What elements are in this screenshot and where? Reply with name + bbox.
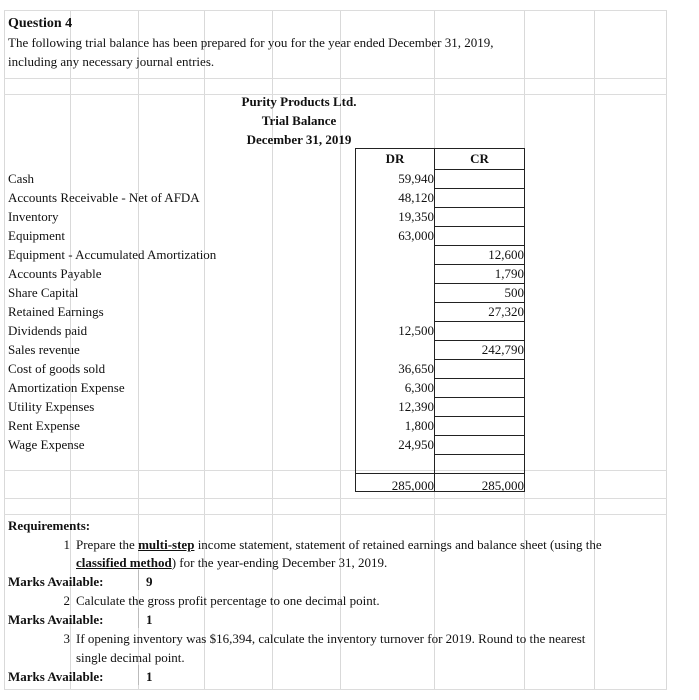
requirement-3-line2: single decimal point. (76, 650, 185, 665)
account-name: Retained Earnings (8, 304, 104, 319)
cr-cell-border (434, 188, 525, 189)
account-name: Dividends paid (8, 323, 88, 338)
question-intro-line1: The following trial balance has been prepared for you for the year ended December 31, 2019, (8, 35, 494, 50)
grid-line (4, 78, 667, 79)
dr-value: 12,500 (398, 323, 434, 338)
marks-value: 9 (146, 574, 153, 589)
requirement-3-line1: If opening inventory was $16,394, calculate the inventory turnover for 2019. Round to the nearest (76, 631, 586, 646)
account-name: Accounts Receivable - Net of AFDA (8, 190, 200, 205)
total-dr: 285,000 (391, 478, 434, 493)
cr-cell-border (434, 397, 525, 398)
grid-line (4, 689, 667, 690)
cr-cell-border (434, 359, 525, 360)
company-name: Purity Products Ltd. (241, 94, 357, 109)
cr-cell-border (434, 321, 525, 322)
cr-cell-border (434, 435, 525, 436)
question-intro-line2: including any necessary journal entries. (8, 54, 215, 69)
account-name: Accounts Payable (8, 266, 102, 281)
requirement-number: 1 (63, 537, 70, 552)
marks-value: 1 (146, 612, 153, 627)
account-name: Cash (8, 171, 34, 186)
marks-value: 1 (146, 669, 153, 684)
dr-value: 59,940 (398, 171, 434, 186)
dr-value: 12,390 (398, 399, 434, 414)
dr-value: 6,300 (404, 380, 434, 395)
cr-cell-border (434, 169, 525, 170)
requirement-2-text: Calculate the gross profit percentage to one decimal point. (76, 593, 380, 608)
grid-line (4, 470, 667, 471)
account-name: Sales revenue (8, 342, 80, 357)
cr-cell-border (434, 416, 525, 417)
cr-column-header: CR (470, 151, 489, 166)
cr-value: 500 (504, 285, 524, 300)
cr-value: 27,320 (488, 304, 524, 319)
account-name: Equipment (8, 228, 66, 243)
account-name: Cost of goods sold (8, 361, 106, 376)
grid-line (594, 10, 595, 690)
grid-line (4, 10, 667, 11)
cr-cell-border (434, 454, 525, 455)
requirement-number: 2 (63, 593, 70, 608)
grid-line (4, 514, 667, 515)
dr-value: 19,350 (398, 209, 434, 224)
marks-label: Marks Available: (8, 612, 104, 627)
dr-value: 24,950 (398, 437, 434, 452)
cr-cell-border (434, 207, 525, 208)
requirement-number: 3 (63, 631, 70, 646)
dr-column-header: DR (385, 151, 405, 166)
cr-value: 242,790 (481, 342, 524, 357)
cr-cell-border (434, 226, 525, 227)
marks-label: Marks Available: (8, 574, 104, 589)
account-name: Wage Expense (8, 437, 85, 452)
cell-divider (138, 608, 139, 628)
marks-label: Marks Available: (8, 669, 104, 684)
dr-value: 1,800 (404, 418, 434, 433)
account-name: Share Capital (8, 285, 79, 300)
emphasis-classified-method: classified method (76, 555, 172, 570)
requirement-1-line1: Prepare the multi-step income statement, statement of retained earnings and balance sheet (using the (76, 537, 602, 552)
dr-value: 63,000 (398, 228, 434, 243)
account-name: Rent Expense (8, 418, 80, 433)
cr-cell-border (434, 378, 525, 379)
requirement-1-line2: classified method) for the year-ending December 31, 2019. (76, 555, 388, 570)
cell-divider (138, 665, 139, 685)
grid-line (4, 498, 667, 499)
cr-value: 1,790 (494, 266, 524, 281)
requirements-heading: Requirements: (8, 518, 91, 533)
dr-value: 48,120 (398, 190, 434, 205)
total-border (355, 473, 525, 474)
dr-value: 36,650 (398, 361, 434, 376)
account-name: Amortization Expense (8, 380, 125, 395)
account-name: Utility Expenses (8, 399, 95, 414)
grid-line (666, 10, 667, 690)
grid-line (4, 10, 5, 690)
statement-title: Trial Balance (261, 113, 337, 128)
account-name: Equipment - Accumulated Amortization (8, 247, 217, 262)
emphasis-multi-step: multi-step (138, 537, 195, 552)
worksheet (4, 10, 667, 690)
cell-divider (138, 570, 139, 590)
account-name: Inventory (8, 209, 59, 224)
question-title: Question 4 (8, 16, 73, 31)
cr-value: 12,600 (488, 247, 524, 262)
statement-date: December 31, 2019 (246, 132, 352, 147)
total-cr: 285,000 (481, 478, 524, 493)
